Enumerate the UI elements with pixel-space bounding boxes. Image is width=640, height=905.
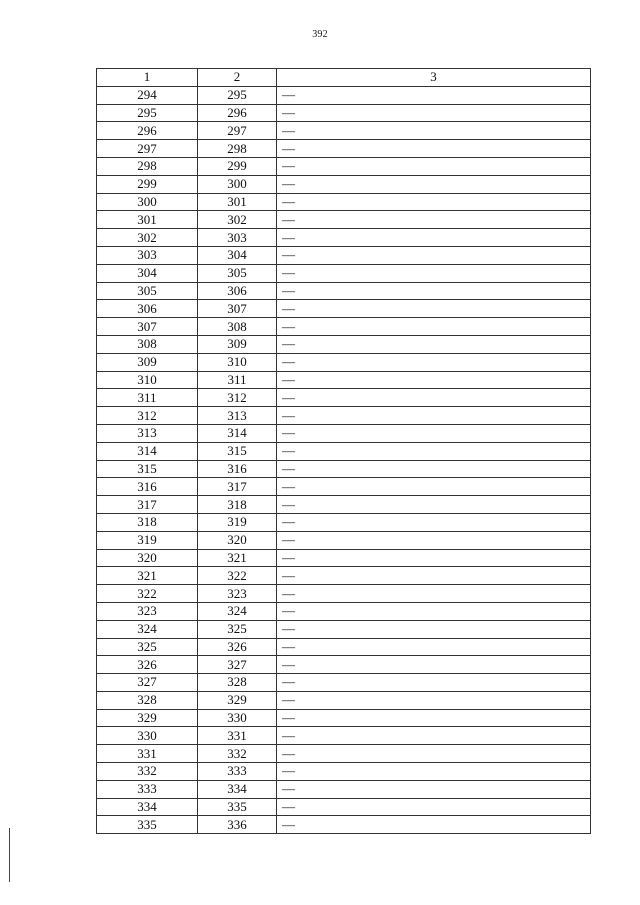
table-row <box>97 549 591 567</box>
table-cell-col1: 316 <box>97 478 198 496</box>
table-row <box>97 282 591 300</box>
table-cell-col2: 325 <box>198 620 277 638</box>
table-cell-col2: 300 <box>198 175 277 193</box>
table-cell-col2: 335 <box>198 798 277 816</box>
table-cell-col3: — <box>277 157 591 175</box>
table-cell-col3: — <box>277 531 591 549</box>
table-cell-col2: 322 <box>198 567 277 585</box>
table-cell-col1: 321 <box>97 567 198 585</box>
table-cell-col1: 305 <box>97 282 198 300</box>
table-cell-col1: 294 <box>97 86 198 104</box>
table-row <box>97 407 591 425</box>
table-cell-col1: 333 <box>97 780 198 798</box>
table-cell-col3: — <box>277 460 591 478</box>
table-cell-col2: 302 <box>198 211 277 229</box>
table-cell-col2: 324 <box>198 602 277 620</box>
table-cell-col2: 330 <box>198 709 277 727</box>
column-header-1: 1 <box>97 69 198 87</box>
table-cell-col2: 315 <box>198 442 277 460</box>
table-cell-col1: 310 <box>97 371 198 389</box>
table-cell-col3: — <box>277 122 591 140</box>
table-cell-col2: 329 <box>198 691 277 709</box>
table-cell-col2: 331 <box>198 727 277 745</box>
table-row <box>97 389 591 407</box>
table-cell-col2: 319 <box>198 513 277 531</box>
table-row <box>97 709 591 727</box>
table-row <box>97 211 591 229</box>
page-number: 392 <box>312 29 328 40</box>
table-cell-col3: — <box>277 656 591 674</box>
table-header <box>97 69 591 87</box>
table-cell-col2: 336 <box>198 816 277 834</box>
table-cell-col1: 332 <box>97 763 198 781</box>
table-cell-col2: 326 <box>198 638 277 656</box>
table-cell-col1: 326 <box>97 656 198 674</box>
table-cell-col1: 309 <box>97 353 198 371</box>
table-cell-col3: — <box>277 727 591 745</box>
table-cell-col3: — <box>277 86 591 104</box>
table-cell-col1: 307 <box>97 318 198 336</box>
table-cell-col1: 317 <box>97 496 198 514</box>
table-cell-col2: 296 <box>198 104 277 122</box>
table-row <box>97 531 591 549</box>
table-cell-col1: 299 <box>97 175 198 193</box>
table-cell-col2: 301 <box>198 193 277 211</box>
table-cell-col2: 328 <box>198 674 277 692</box>
table-row <box>97 300 591 318</box>
table-row <box>97 264 591 282</box>
table-cell-col1: 335 <box>97 816 198 834</box>
table-cell-col3: — <box>277 407 591 425</box>
table-cell-col1: 329 <box>97 709 198 727</box>
table-cell-col1: 325 <box>97 638 198 656</box>
table-row <box>97 727 591 745</box>
table-cell-col3: — <box>277 335 591 353</box>
table-cell-col3: — <box>277 389 591 407</box>
table-cell-col2: 309 <box>198 335 277 353</box>
data-table <box>96 68 591 834</box>
table-row <box>97 122 591 140</box>
table-cell-col2: 316 <box>198 460 277 478</box>
table-row <box>97 460 591 478</box>
table-cell-col1: 322 <box>97 585 198 603</box>
table-row <box>97 318 591 336</box>
table-row <box>97 585 591 603</box>
table-cell-col2: 310 <box>198 353 277 371</box>
table-row <box>97 745 591 763</box>
table-cell-col1: 315 <box>97 460 198 478</box>
table-cell-col3: — <box>277 602 591 620</box>
table-cell-col1: 324 <box>97 620 198 638</box>
table-cell-col2: 327 <box>198 656 277 674</box>
table-cell-col3: — <box>277 318 591 336</box>
table-cell-col3: — <box>277 282 591 300</box>
table-cell-col3: — <box>277 140 591 158</box>
table-row <box>97 602 591 620</box>
table-row <box>97 798 591 816</box>
table-cell-col3: — <box>277 193 591 211</box>
table-row <box>97 638 591 656</box>
table-cell-col2: 305 <box>198 264 277 282</box>
table-cell-col1: 311 <box>97 389 198 407</box>
table-row <box>97 104 591 122</box>
table-row <box>97 140 591 158</box>
table-cell-col2: 306 <box>198 282 277 300</box>
table-cell-col3: — <box>277 620 591 638</box>
table-row <box>97 478 591 496</box>
table-cell-col2: 323 <box>198 585 277 603</box>
table-cell-col2: 295 <box>198 86 277 104</box>
table-cell-col1: 331 <box>97 745 198 763</box>
table-cell-col3: — <box>277 496 591 514</box>
table-cell-col1: 318 <box>97 513 198 531</box>
table-cell-col3: — <box>277 780 591 798</box>
table-cell-col1: 328 <box>97 691 198 709</box>
table-cell-col3: — <box>277 478 591 496</box>
table-cell-col3: — <box>277 816 591 834</box>
table-cell-col3: — <box>277 674 591 692</box>
table-cell-col2: 303 <box>198 229 277 247</box>
table-cell-col2: 307 <box>198 300 277 318</box>
table-cell-col1: 313 <box>97 424 198 442</box>
table-row <box>97 246 591 264</box>
table-cell-col2: 298 <box>198 140 277 158</box>
table-cell-col2: 297 <box>198 122 277 140</box>
table-cell-col3: — <box>277 549 591 567</box>
table-row <box>97 229 591 247</box>
margin-mark <box>9 828 10 882</box>
table-cell-col3: — <box>277 709 591 727</box>
table-cell-col3: — <box>277 691 591 709</box>
table-cell-col1: 298 <box>97 157 198 175</box>
table-cell-col1: 323 <box>97 602 198 620</box>
table-row <box>97 353 591 371</box>
table-row <box>97 513 591 531</box>
table-cell-col1: 327 <box>97 674 198 692</box>
table-row <box>97 674 591 692</box>
table-row <box>97 335 591 353</box>
table-cell-col3: — <box>277 638 591 656</box>
table-row <box>97 763 591 781</box>
table-cell-col3: — <box>277 585 591 603</box>
table-cell-col1: 306 <box>97 300 198 318</box>
table-cell-col3: — <box>277 300 591 318</box>
table-row <box>97 86 591 104</box>
table-cell-col3: — <box>277 211 591 229</box>
table-row <box>97 424 591 442</box>
table-cell-col1: 303 <box>97 246 198 264</box>
table-cell-col3: — <box>277 229 591 247</box>
table-cell-col2: 317 <box>198 478 277 496</box>
table-cell-col3: — <box>277 264 591 282</box>
table-cell-col2: 312 <box>198 389 277 407</box>
table-cell-col3: — <box>277 763 591 781</box>
table-cell-col3: — <box>277 424 591 442</box>
table-cell-col2: 334 <box>198 780 277 798</box>
table-cell-col1: 319 <box>97 531 198 549</box>
column-header-3: 3 <box>277 69 591 87</box>
table-row <box>97 371 591 389</box>
table-cell-col3: — <box>277 798 591 816</box>
table-cell-col1: 320 <box>97 549 198 567</box>
table-cell-col2: 313 <box>198 407 277 425</box>
table-cell-col1: 312 <box>97 407 198 425</box>
table-cell-col2: 332 <box>198 745 277 763</box>
table-row <box>97 157 591 175</box>
table-cell-col1: 314 <box>97 442 198 460</box>
table-cell-col2: 333 <box>198 763 277 781</box>
table-row <box>97 496 591 514</box>
table-row <box>97 816 591 834</box>
table-cell-col1: 295 <box>97 104 198 122</box>
table-cell-col3: — <box>277 567 591 585</box>
table-row <box>97 442 591 460</box>
table-cell-col2: 320 <box>198 531 277 549</box>
table-cell-col1: 304 <box>97 264 198 282</box>
table-row <box>97 620 591 638</box>
table-cell-col3: — <box>277 246 591 264</box>
table-cell-col1: 301 <box>97 211 198 229</box>
table-cell-col1: 334 <box>97 798 198 816</box>
table-cell-col3: — <box>277 104 591 122</box>
table-cell-col3: — <box>277 745 591 763</box>
table-cell-col2: 311 <box>198 371 277 389</box>
table-cell-col3: — <box>277 175 591 193</box>
table-cell-col3: — <box>277 371 591 389</box>
table-row <box>97 656 591 674</box>
table-row <box>97 193 591 211</box>
table-cell-col1: 302 <box>97 229 198 247</box>
table-row <box>97 175 591 193</box>
table-cell-col1: 330 <box>97 727 198 745</box>
table-cell-col2: 299 <box>198 157 277 175</box>
table-cell-col2: 321 <box>198 549 277 567</box>
column-header-2: 2 <box>198 69 277 87</box>
table-cell-col1: 297 <box>97 140 198 158</box>
table-cell-col2: 308 <box>198 318 277 336</box>
table-cell-col2: 318 <box>198 496 277 514</box>
table-cell-col3: — <box>277 353 591 371</box>
table-cell-col1: 308 <box>97 335 198 353</box>
table-cell-col3: — <box>277 513 591 531</box>
table-cell-col1: 300 <box>97 193 198 211</box>
table-cell-col2: 304 <box>198 246 277 264</box>
table-row <box>97 567 591 585</box>
header-row <box>97 69 591 87</box>
table-cell-col1: 296 <box>97 122 198 140</box>
table-row <box>97 780 591 798</box>
table-body <box>97 86 591 833</box>
table-cell-col2: 314 <box>198 424 277 442</box>
table-row <box>97 691 591 709</box>
table-cell-col3: — <box>277 442 591 460</box>
